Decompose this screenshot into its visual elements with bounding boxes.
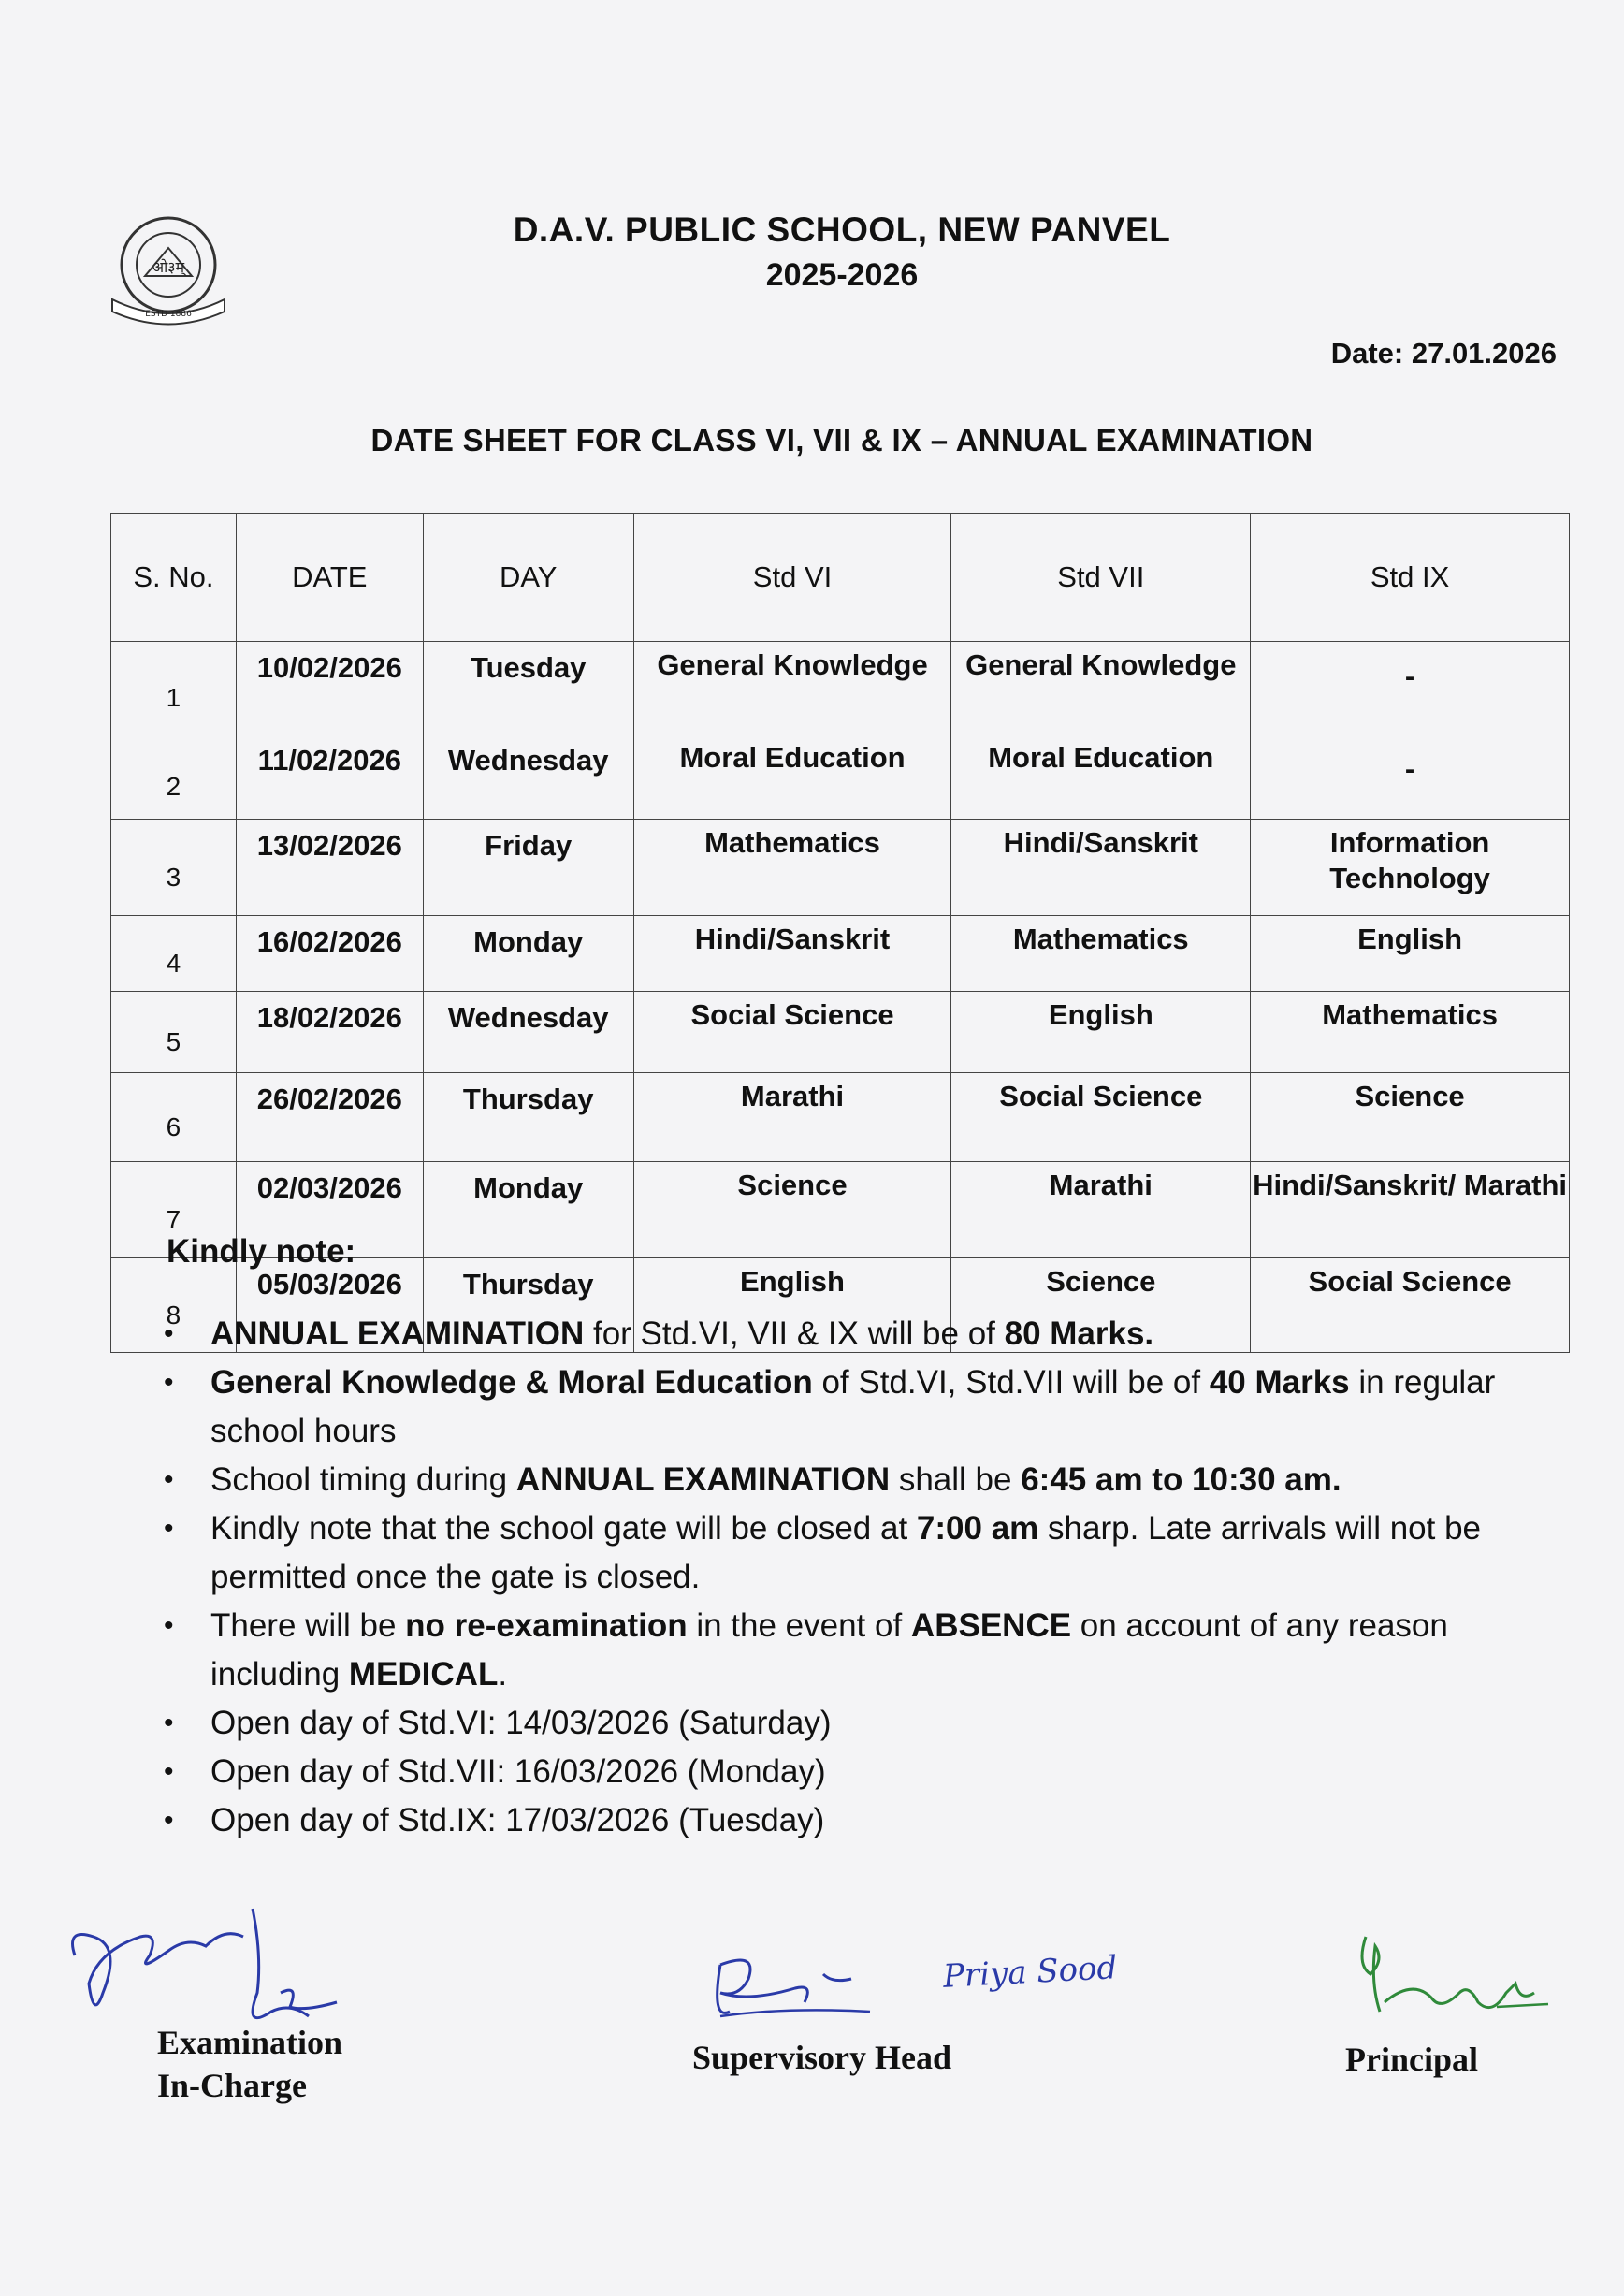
cell-date: 05/03/2026 bbox=[236, 1258, 423, 1353]
supervisory-head-signature-block bbox=[692, 1937, 1160, 2124]
table-row bbox=[111, 734, 1570, 820]
cell-sno: 4 bbox=[111, 916, 237, 992]
cell-std-vi: Marathi bbox=[633, 1073, 951, 1162]
cell-std-ix: Mathematics bbox=[1251, 992, 1570, 1073]
cell-sno: 8 bbox=[111, 1258, 237, 1353]
cell-std-ix: Hindi/Sanskrit/ Marathi bbox=[1251, 1162, 1570, 1258]
cell-std-vi: Moral Education bbox=[633, 734, 951, 820]
list-item: • There will be no re-examination in the event of ABSENCE on account of any reason including MEDICAL. bbox=[164, 1602, 1548, 1699]
cell-day: Wednesday bbox=[423, 992, 633, 1073]
school-name: D.A.V. PUBLIC SCHOOL, NEW PANVEL bbox=[513, 211, 1171, 249]
cell-std-vii: Social Science bbox=[951, 1073, 1251, 1162]
table-row bbox=[111, 992, 1570, 1073]
list-item: • General Knowledge & Moral Education of Std.VI, Std.VII will be of 40 Marks in regular school hours bbox=[164, 1359, 1548, 1456]
cell-sno: 2 bbox=[111, 734, 237, 820]
cell-day: Friday bbox=[423, 820, 633, 916]
cell-std-ix: Science bbox=[1251, 1073, 1570, 1162]
list-item: • Open day of Std.IX: 17/03/2026 (Tuesday) bbox=[164, 1796, 1548, 1845]
cell-std-vii: General Knowledge bbox=[951, 642, 1251, 734]
list-item: • Open day of Std.VII: 16/03/2026 (Monday) bbox=[164, 1748, 1548, 1796]
cell-day: Monday bbox=[423, 916, 633, 992]
cell-std-ix: Information Technology bbox=[1251, 820, 1570, 916]
principal-signature bbox=[1328, 1927, 1572, 2030]
principal-label: Principal bbox=[1345, 2041, 1478, 2078]
cell-day: Monday bbox=[423, 1162, 633, 1258]
handwritten-name: Priya Sood bbox=[942, 1949, 1119, 1996]
list-item: • Kindly note that the school gate will be closed at 7:00 am sharp. Late arrivals will not be permitted once the gate is closed. bbox=[164, 1504, 1548, 1602]
list-item: • ANNUAL EXAMINATION for Std.VI, VII & IX will be of 80 Marks. bbox=[164, 1310, 1548, 1359]
cell-sno: 6 bbox=[111, 1073, 237, 1162]
exam-incharge-signature bbox=[56, 1899, 393, 2040]
cell-std-vii: Hindi/Sanskrit bbox=[951, 820, 1251, 916]
exam-incharge-signature-block bbox=[56, 1899, 393, 2124]
svg-text:ओ३म्: ओ३म् bbox=[152, 258, 185, 276]
cell-day: Tuesday bbox=[423, 642, 633, 734]
svg-text:ESTD 1886: ESTD 1886 bbox=[145, 310, 192, 319]
column-header-std-vii: Std VII bbox=[951, 514, 1251, 642]
cell-std-vi: General Knowledge bbox=[633, 642, 951, 734]
cell-sno: 3 bbox=[111, 820, 237, 916]
cell-date: 26/02/2026 bbox=[236, 1073, 423, 1162]
principal-signature-block bbox=[1328, 1927, 1572, 2114]
cell-date: 18/02/2026 bbox=[236, 992, 423, 1073]
supervisory-head-label: Supervisory Head bbox=[692, 2039, 952, 2076]
list-item: • School timing during ANNUAL EXAMINATION shall be 6:45 am to 10:30 am. bbox=[164, 1456, 1548, 1504]
cell-std-ix: - bbox=[1251, 642, 1570, 734]
cell-sno: 5 bbox=[111, 992, 237, 1073]
cell-std-vi: Mathematics bbox=[633, 820, 951, 916]
cell-std-ix: Social Science bbox=[1251, 1258, 1570, 1353]
cell-std-vii: Mathematics bbox=[951, 916, 1251, 992]
cell-std-vii: English bbox=[951, 992, 1251, 1073]
cell-std-vii: Marathi bbox=[951, 1162, 1251, 1258]
academic-year: 2025-2026 bbox=[765, 257, 919, 293]
cell-day: Thursday bbox=[423, 1258, 633, 1353]
exam-schedule-table bbox=[110, 513, 1570, 1353]
column-header-std-ix: Std IX bbox=[1251, 514, 1570, 642]
cell-std-ix: English bbox=[1251, 916, 1570, 992]
column-header-sno: S. No. bbox=[111, 514, 237, 642]
cell-date: 13/02/2026 bbox=[236, 820, 423, 916]
issue-date: Date: 27.01.2026 bbox=[1330, 337, 1557, 370]
column-header-date: DATE bbox=[236, 514, 423, 642]
cell-date: 16/02/2026 bbox=[236, 916, 423, 992]
cell-std-ix: - bbox=[1251, 734, 1570, 820]
cell-std-vi: Science bbox=[633, 1162, 951, 1258]
table-row bbox=[111, 916, 1570, 992]
cell-std-vi: Social Science bbox=[633, 992, 951, 1073]
cell-date: 11/02/2026 bbox=[236, 734, 423, 820]
notes-heading: Kindly note: bbox=[167, 1233, 356, 1270]
column-header-std-vi: Std VI bbox=[633, 514, 951, 642]
cell-std-vi: English bbox=[633, 1258, 951, 1353]
cell-date: 10/02/2026 bbox=[236, 642, 423, 734]
table-row bbox=[111, 820, 1570, 916]
list-item: • Open day of Std.VI: 14/03/2026 (Saturday) bbox=[164, 1699, 1548, 1748]
cell-date: 02/03/2026 bbox=[236, 1162, 423, 1258]
notes-list bbox=[164, 1310, 1548, 1845]
cell-std-vi: Hindi/Sanskrit bbox=[633, 916, 951, 992]
cell-std-vii: Science bbox=[951, 1258, 1251, 1353]
date-sheet-title: DATE SHEET FOR CLASS VI, VII & IX – ANNUAL EXAMINATION bbox=[370, 423, 1313, 458]
cell-day: Thursday bbox=[423, 1073, 633, 1162]
table-row bbox=[111, 642, 1570, 734]
cell-sno: 7 bbox=[111, 1162, 237, 1258]
exam-incharge-label: Examination In-Charge bbox=[157, 2024, 343, 2104]
table-header-row bbox=[111, 514, 1570, 642]
cell-std-vii: Moral Education bbox=[951, 734, 1251, 820]
cell-day: Wednesday bbox=[423, 734, 633, 820]
table-row bbox=[111, 1073, 1570, 1162]
cell-sno: 1 bbox=[111, 642, 237, 734]
column-header-day: DAY bbox=[423, 514, 633, 642]
